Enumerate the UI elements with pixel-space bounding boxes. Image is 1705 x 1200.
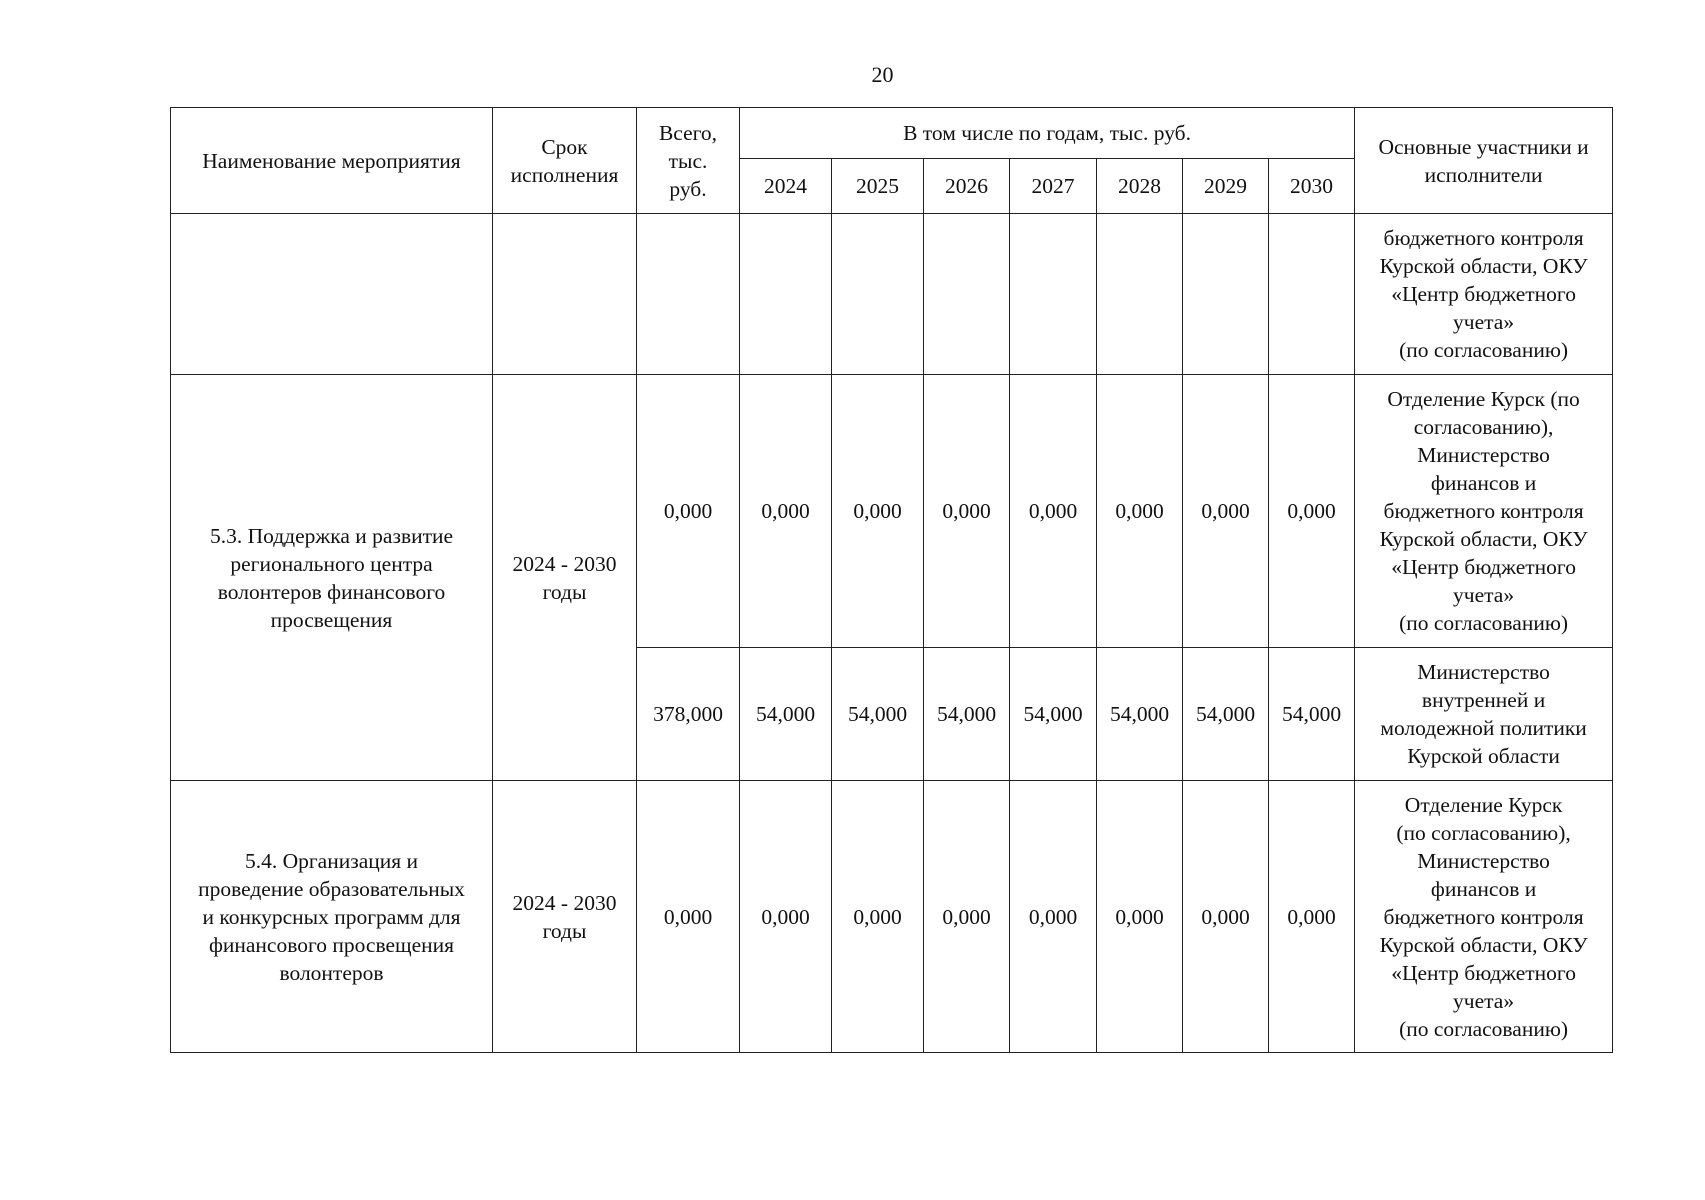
budget-table [170, 107, 1613, 1053]
cell-empty [740, 214, 832, 375]
cell-empty [1269, 214, 1355, 375]
cell-year-value: 0,000 [1010, 375, 1097, 648]
table-row-5-3-a [171, 375, 1613, 648]
page-number: 20 [871, 62, 894, 87]
cell-year-value: 0,000 [924, 781, 1010, 1053]
cell-empty [637, 214, 740, 375]
cell-total: 0,000 [637, 781, 740, 1053]
cell-year-value: 0,000 [1269, 375, 1355, 648]
header-year: 2030 [1269, 159, 1355, 214]
cell-empty [1097, 214, 1183, 375]
cell-year-value: 0,000 [740, 375, 832, 648]
header-year: 2024 [740, 159, 832, 214]
table-row-continued [171, 214, 1613, 375]
cell-year-value: 0,000 [1183, 375, 1269, 648]
cell-year-value: 0,000 [740, 781, 832, 1053]
cell-activity-name: 5.3. Поддержка и развитие регионального центра волонтеров финансового просвещения [171, 375, 493, 781]
cell-year-value: 0,000 [832, 375, 924, 648]
cell-participants: Министерство внутренней и молодежной политики Курской области [1355, 648, 1613, 781]
cell-year-value: 54,000 [1183, 648, 1269, 781]
header-year: 2027 [1010, 159, 1097, 214]
header-year: 2028 [1097, 159, 1183, 214]
cell-year-value: 54,000 [1097, 648, 1183, 781]
header-year: 2029 [1183, 159, 1269, 214]
cell-empty [171, 214, 493, 375]
cell-year-value: 54,000 [1010, 648, 1097, 781]
header-row-1 [171, 108, 1613, 159]
cell-empty [924, 214, 1010, 375]
cell-year-value: 54,000 [1269, 648, 1355, 781]
table-row-5-4 [171, 781, 1613, 1053]
cell-total: 0,000 [637, 375, 740, 648]
cell-year-value: 0,000 [832, 781, 924, 1053]
cell-participants: Отделение Курск (по согласованию), Министерство финансов и бюджетного контроля Курской области, ОКУ «Центр бюджетного учета» (по согласованию) [1355, 781, 1613, 1053]
cell-empty [832, 214, 924, 375]
header-years-group: В том числе по годам, тыс. руб. [740, 108, 1355, 159]
header-participants: Основные участники и исполнители [1355, 108, 1613, 214]
cell-empty [493, 214, 637, 375]
cell-empty [1183, 214, 1269, 375]
cell-empty [1010, 214, 1097, 375]
cell-year-value: 0,000 [1097, 781, 1183, 1053]
cell-year-value: 54,000 [832, 648, 924, 781]
cell-total: 378,000 [637, 648, 740, 781]
header-year: 2026 [924, 159, 1010, 214]
header-term: Срок исполнения [493, 108, 637, 214]
cell-year-value: 0,000 [1010, 781, 1097, 1053]
cell-year-value: 0,000 [924, 375, 1010, 648]
cell-year-value: 54,000 [924, 648, 1010, 781]
cell-participants: Отделение Курск (по согласованию), Министерство финансов и бюджетного контроля Курской области, ОКУ «Центр бюджетного учета» (по согласованию) [1355, 375, 1613, 648]
cell-year-value: 0,000 [1097, 375, 1183, 648]
header-total: Всего, тыс. руб. [637, 108, 740, 214]
cell-year-value: 0,000 [1183, 781, 1269, 1053]
cell-activity-name: 5.4. Организация и проведение образовательных и конкурсных программ для финансового просвещения волонтеров [171, 781, 493, 1053]
cell-participants: бюджетного контроля Курской области, ОКУ «Центр бюджетного учета» (по согласованию) [1355, 214, 1613, 375]
header-name: Наименование мероприятия [171, 108, 493, 214]
cell-term: 2024 - 2030 годы [493, 375, 637, 781]
cell-year-value: 0,000 [1269, 781, 1355, 1053]
cell-year-value: 54,000 [740, 648, 832, 781]
cell-term: 2024 - 2030 годы [493, 781, 637, 1053]
header-year: 2025 [832, 159, 924, 214]
